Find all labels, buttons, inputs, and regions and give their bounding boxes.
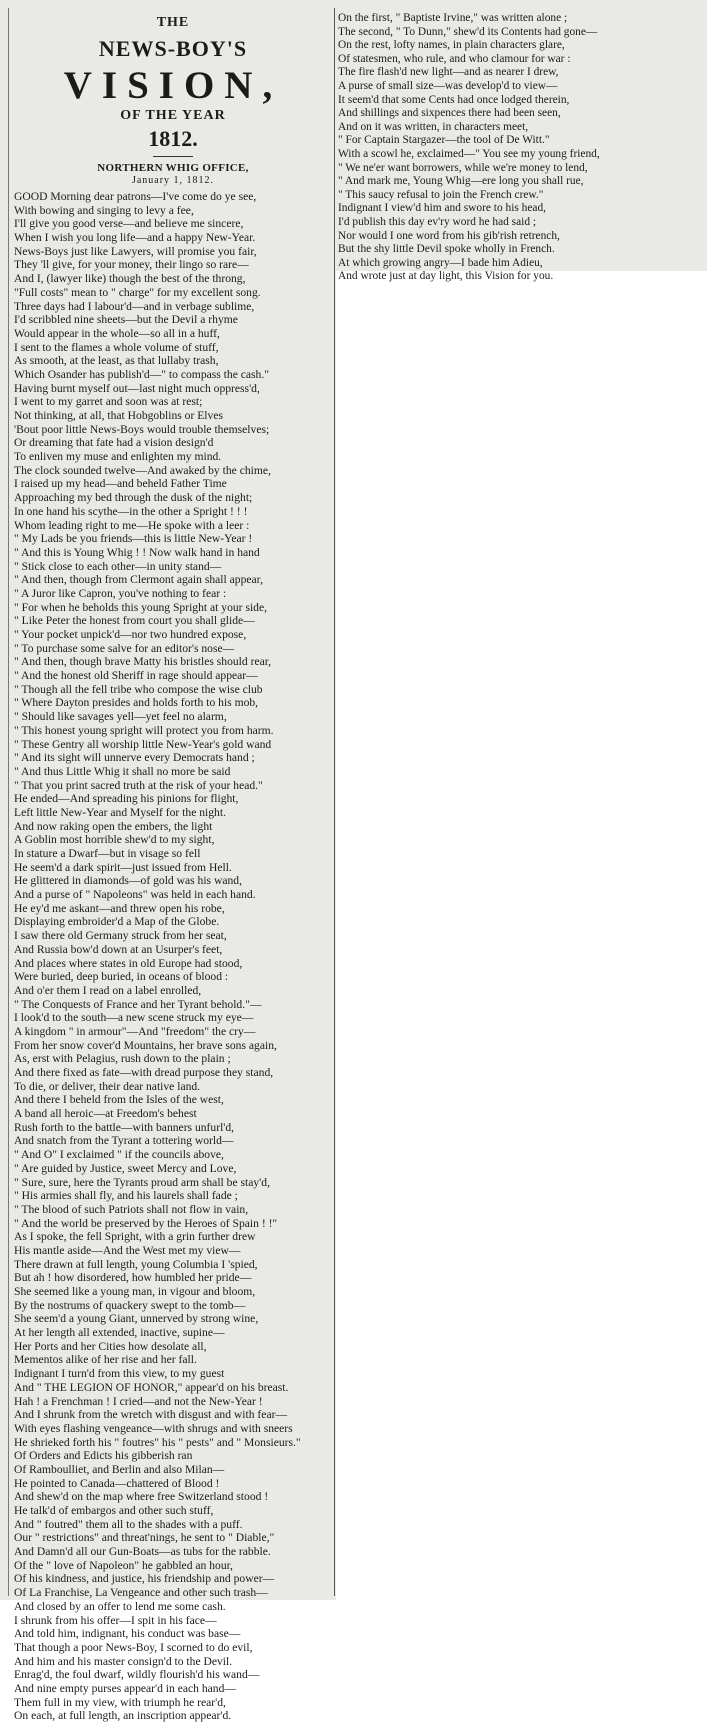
poem-line: He ey'd me askant—and threw open his robe,	[14, 901, 225, 915]
poem-line: Indignant I turn'd from this view, to my guest	[14, 1367, 225, 1381]
poem-line: And shillings and sixpences there had been seen,	[338, 107, 561, 120]
poem-line: Enrag'd, the foul dwarf, wildly flourish'd his wand—	[14, 1668, 260, 1682]
poem-line: " Like Peter the honest from court you shall glide—	[14, 614, 255, 628]
poem-line: I'll give you good verse—and believe me sincere,	[14, 217, 244, 231]
poem-line: " That you print sacred truth at the risk of your head."	[14, 778, 263, 792]
poem-line: A purse of small size—was develop'd to view—	[338, 79, 558, 92]
poem-line: Nor would I one word from his gib'rish retrench,	[338, 229, 560, 242]
poem-line: " His armies shall fly, and his laurels shall fade ;	[14, 1189, 238, 1203]
poem-line: Of Ramboulliet, and Berlin and also Milan—	[14, 1462, 225, 1476]
poem-line: And places where states in old Europe had stood,	[14, 956, 243, 970]
poem-line: And " THE LEGION OF HONOR," appear'd on his breast.	[14, 1380, 289, 1394]
poem-line: To enliven my muse and enlighten my mind.	[14, 450, 222, 464]
poem-line: And " foutred" them all to the shades with a puff.	[14, 1517, 243, 1531]
poem-line: As I spoke, the fell Spright, with a grin further drew	[14, 1230, 256, 1244]
poem-line: And Damn'd all our Gun-Boats—as tubs for the rabble.	[14, 1545, 271, 1559]
poem-line: A Goblin most horrible shew'd to my sight,	[14, 833, 215, 847]
poem-line: Or dreaming that fate had a vision design'd	[14, 436, 214, 450]
poem-line: Indignant I view'd him and swore to his head,	[338, 202, 546, 215]
poem-line: GOOD Morning dear patrons—I've come do ye see,	[14, 190, 257, 203]
poem-line: " And then, though from Clermont again shall appear,	[14, 573, 263, 587]
poem-line: " Sure, sure, here the Tyrants proud arm shall be stay'd,	[14, 1175, 270, 1189]
poem-line: " And thus Little Whig it shall no more be said	[14, 764, 231, 778]
poem-line: I'd publish this day ev'ry word he had said ;	[338, 215, 537, 228]
poem-line: He shrieked forth his " foutres" his " pests" and " Monsieurs."	[14, 1435, 301, 1449]
poem-line: " The Conquests of France and her Tyrant behold."—	[14, 997, 262, 1011]
poem-line: " And the honest old Sheriff in rage should appear—	[14, 669, 258, 683]
poem-line: With bowing and singing to levy a fee,	[14, 203, 194, 217]
poem-line: " To purchase some salve for an editor's nose—	[14, 641, 235, 655]
poem-line: And Russia bow'd down at an Usurper's feet,	[14, 942, 223, 956]
poem-line: There drawn at full length, young Columbia I 'spied,	[14, 1257, 258, 1271]
poem-line: Of statesmen, who rule, and who clamour for war :	[338, 52, 571, 65]
poem-line: " And O" I exclaimed " if the councils above,	[14, 1148, 224, 1162]
poem-line: I went to my garret and soon was at rest;	[14, 395, 203, 409]
poem-line: And a purse of " Napoleons" was held in each hand.	[14, 888, 256, 902]
poem-line: With eyes flashing vengeance—with shrugs and with sneers	[14, 1421, 293, 1435]
poem-line: I look'd to the south—a new scene struck my eye—	[14, 1011, 254, 1025]
poem-line: As, erst with Pelagius, rush down to the plain ;	[14, 1052, 231, 1066]
poem-line: He pointed to Canada—chattered of Blood !	[14, 1476, 220, 1490]
poem-line: "Full costs" mean to " charge" for my excellent song.	[14, 285, 261, 299]
heading-office: NORTHERN WHIG OFFICE,	[97, 162, 249, 174]
heading-date: January 1, 1812.	[131, 175, 215, 186]
poem-line: Of La Franchise, La Vengeance and other such trash—	[14, 1586, 268, 1600]
poem-line: The fire flash'd new light—and as nearer I drew,	[338, 66, 559, 79]
poem-line: I'd scribbled nine sheets—but the Devil a rhyme	[14, 313, 238, 327]
poem-line: " This honest young spright will protect you from harm.	[14, 723, 274, 737]
column-divider	[334, 8, 335, 1596]
poem-line: Having burnt myself out—last night much oppress'd,	[14, 381, 260, 395]
poem-line: Displaying embroider'd a Map of the Globe.	[14, 915, 220, 929]
poem-line: In stature a Dwarf—but in visage so fell	[14, 847, 201, 860]
poem-line: " Are guided by Justice, sweet Mercy and Love,	[14, 1161, 237, 1175]
poem-line: Of his kindness, and justice, his friendship and power—	[14, 1572, 275, 1586]
poem-line: The clock sounded twelve—And awaked by the chime,	[14, 463, 271, 477]
poem-line: " Where Dayton presides and holds forth to his mob,	[14, 696, 259, 710]
poem-line: She seem'd a young Giant, unnerved by strong wine,	[14, 1312, 259, 1326]
poem-line: " And the world be preserved by the Heroes of Spain ! !"	[14, 1216, 278, 1230]
poem-line: A kingdom " in armour"—And "freedom" the cry—	[14, 1024, 256, 1038]
poem-line: " A Juror like Capron, you've nothing to fear :	[14, 586, 227, 600]
poem-line: He talk'd of embargos and other such stuff,	[14, 1504, 214, 1517]
heading-year: 1812.	[148, 126, 198, 151]
poem-line: " These Gentry all worship little New-Year's gold wand	[14, 737, 272, 751]
poem-line: " For Captain Stargazer—the tool of De Witt."	[338, 134, 550, 147]
poem-line: " Should like savages yell—yet feel no alarm,	[14, 710, 227, 724]
poem-line: " Stick close to each other—in unity stand—	[14, 559, 222, 573]
poem-lines-column-2	[338, 12, 704, 284]
poem-line: " This saucy refusal to join the French crew."	[338, 188, 544, 201]
poem-line: Which Osander has publish'd—" to compass the cash."	[14, 367, 269, 381]
poem-line: And o'er them I read on a label enrolled,	[14, 983, 202, 997]
poem-line: By the nostrums of quackery swept to the tomb—	[14, 1298, 246, 1312]
poem-line: On each, at full length, an inscription appear'd.	[14, 1709, 232, 1723]
poem-line: And nine empty purses appear'd in each hand—	[14, 1681, 236, 1695]
poem-line: Left little New-Year and Myself for the night.	[14, 805, 226, 819]
heading-vision: VISION,	[63, 64, 283, 107]
poem-line: News-Boys just like Lawyers, will promise you fair,	[14, 244, 257, 258]
poem-line: And there fixed as fate—with dread purpose they stand,	[14, 1066, 274, 1079]
poem-line: And I, (lawyer like) though the best of the throng,	[14, 272, 246, 286]
heading-newsboys: NEWS-BOY'S	[98, 36, 248, 61]
poem-line: Whom leading right to me—He spoke with a leer :	[14, 518, 250, 532]
poem-line: I saw there old Germany struck from her seat,	[14, 929, 227, 943]
poem-line: And shew'd on the map where free Switzerland stood !	[14, 1490, 269, 1504]
poem-line: She seemed like a young man, in vigour and bloom,	[14, 1285, 256, 1298]
poem-line: And I shrunk from the wretch with disgust and with fear—	[14, 1408, 288, 1422]
poem-line: And told him, indignant, his conduct was base—	[14, 1627, 241, 1641]
poem-line: " For when he beholds this young Spright at your side,	[14, 600, 268, 614]
poem-line: And there I beheld from the Isles of the west,	[14, 1093, 224, 1107]
poem-line: He seem'd a dark spirit—just issued from Hell.	[14, 860, 232, 874]
poem-line: And on it was written, in characters meet,	[338, 120, 529, 133]
poem-line: As smooth, at the least, as that lullaby trash,	[14, 354, 219, 368]
poem-line: Of the " love of Napoleon" he gabbled an hour,	[14, 1558, 233, 1572]
poem-line: Them full in my view, with triumph he rear'd,	[14, 1695, 226, 1709]
column-left-edge	[8, 8, 9, 1596]
poem-line: On the rest, lofty names, in plain characters glare,	[338, 39, 565, 52]
poem-line: That though a poor News-Boy, I scorned to do evil,	[14, 1640, 253, 1654]
poem-line: Of Orders and Edicts his gibberish ran	[14, 1449, 193, 1463]
poem-line: To die, or deliver, their dear native land.	[14, 1079, 201, 1093]
poem-line: And snatch from the Tyrant a tottering world—	[14, 1134, 234, 1148]
poem-column-1	[14, 12, 332, 1723]
heading-divider	[153, 156, 193, 157]
poem-line: Not thinking, at all, that Hobgoblins or Elves	[14, 409, 223, 422]
poem-column-2	[338, 8, 704, 284]
poem-line: From her snow cover'd Mountains, her brave sons again,	[14, 1038, 277, 1052]
poem-line: I shrunk from his offer—I spit in his face—	[14, 1613, 217, 1627]
poem-line: Were buried, deep buried, in oceans of blood :	[14, 970, 229, 984]
poem-line: At which growing angry—I bade him Adieu,	[338, 256, 543, 269]
poem-lines-column-1	[14, 190, 332, 1723]
poem-line: In one hand his scythe—in the other a Spright ! ! !	[14, 504, 248, 518]
poem-line: " My Lads be you friends—this is little New-Year !	[14, 532, 253, 546]
poem-line: " And this is Young Whig ! ! Now walk hand in hand	[14, 545, 260, 559]
poem-line: The second, " To Dunn," shew'd its Contents had gone—	[338, 25, 598, 38]
poem-line: But ah ! how disordered, how humbled her pride—	[14, 1271, 252, 1285]
poem-line: Would appear in the whole—so all in a huff,	[14, 326, 220, 340]
poem-line: " Though all the fell tribe who compose the wise club	[14, 682, 263, 696]
poem-line: Our " restrictions" and threat'nings, he sent to " Diable,"	[14, 1531, 275, 1545]
poem-line: Her Ports and her Cities how desolate all,	[14, 1339, 207, 1353]
poem-line: " We ne'er want borrowers, while we're money to lend,	[338, 161, 588, 174]
poem-line: " And its sight will unnerve every Democrats hand ;	[14, 751, 255, 765]
poem-line: He ended—And spreading his pinions for flight,	[14, 792, 239, 806]
poem-line: When I wish you long life—and a happy New-Year.	[14, 231, 256, 245]
poem-line: At her length all extended, inactive, supine—	[14, 1326, 225, 1340]
poem-line: I raised up my head—and beheld Father Time	[14, 477, 227, 491]
poem-line: His mantle aside—And the West met my view—	[14, 1243, 241, 1257]
poem-line: Rush forth to the battle—with banners unfurl'd,	[14, 1120, 235, 1134]
poem-line: But the shy little Devil spoke wholly in French.	[338, 243, 555, 256]
poem-line: " And mark me, Young Whig—ere long you shall rue,	[338, 175, 584, 188]
poem-line: A band all heroic—at Freedom's behest	[14, 1107, 197, 1121]
poem-line: Three days had I labour'd—and in verbage sublime,	[14, 299, 255, 313]
poem-line: And him and his master consign'd to the Devil.	[14, 1654, 233, 1668]
heading-the: THE	[156, 15, 190, 30]
poem-line: And now raking open the embers, the light	[14, 819, 213, 833]
poem-line: And wrote just at day light, this Vision for you.	[338, 270, 554, 283]
poem-line: Mementos alike of her rise and her fall.	[14, 1353, 197, 1367]
poem-line: 'Bout poor little News-Boys would trouble themselves;	[14, 422, 270, 436]
poem-line: And closed by an offer to lend me some cash.	[14, 1599, 226, 1613]
poem-line: He glittered in diamonds—of gold was his wand,	[14, 874, 242, 888]
poem-line: Hah ! a Frenchman ! I cried—and not the New-Year !	[14, 1394, 263, 1408]
poem-line: " Your pocket unpick'd—nor two hundred expose,	[14, 628, 247, 641]
poem-line: With a scowl he, exclaimed—" You see my young friend,	[338, 147, 600, 160]
poem-line: On the first, " Baptiste Irvine," was written alone ;	[338, 12, 568, 24]
poem-heading	[14, 16, 332, 186]
poem-line: It seem'd that some Cents had once lodged therein,	[338, 93, 570, 106]
poem-line: They 'll give, for your money, their lingo so rare—	[14, 258, 249, 272]
poem-line: Approaching my bed through the dusk of the night;	[14, 491, 253, 505]
poem-line: " The blood of such Patriots shall not flow in vain,	[14, 1202, 249, 1216]
poem-line: I sent to the flames a whole volume of stuff,	[14, 340, 219, 354]
heading-of-the-year: OF THE YEAR	[120, 108, 226, 123]
poem-line: " And then, though brave Matty his bristles should rear,	[14, 655, 272, 669]
